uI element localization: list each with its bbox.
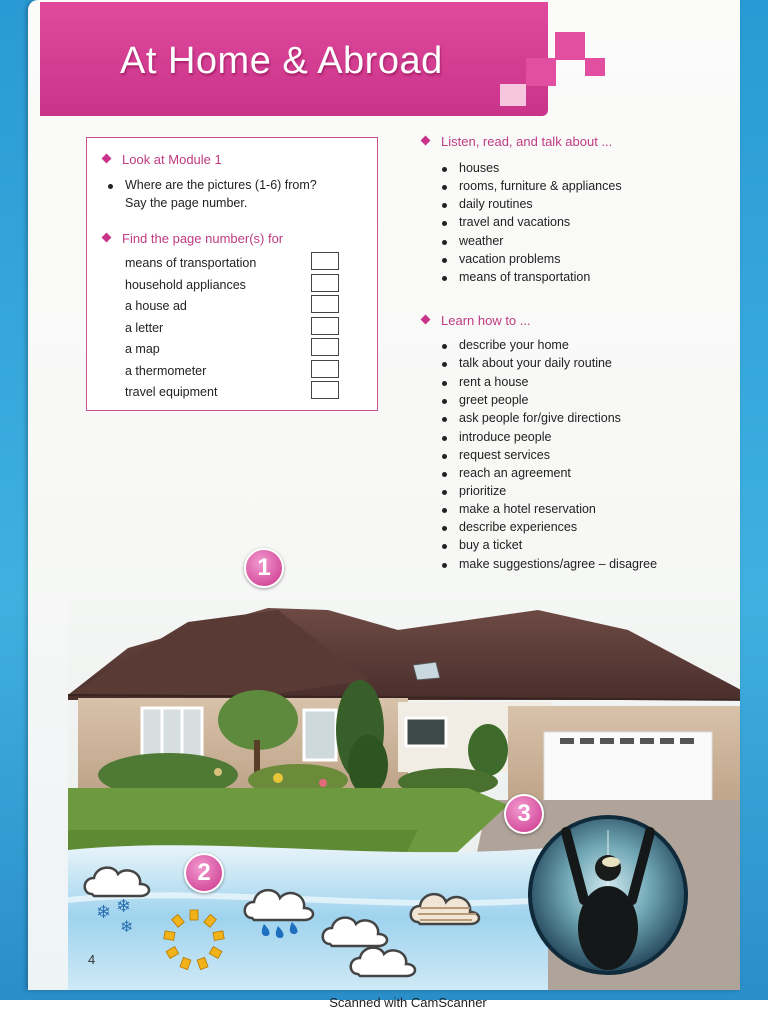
foggy-cloud-icon	[406, 880, 488, 940]
find-item: a map	[125, 342, 160, 356]
learn-item: request services	[459, 448, 551, 462]
decor-square	[585, 58, 605, 76]
svg-text:❄: ❄	[120, 917, 134, 936]
question-line: Where are the pictures (1-6) from?	[125, 178, 317, 192]
find-item: a house ad	[125, 299, 187, 313]
svg-text:❄: ❄	[96, 902, 112, 923]
learn-item: talk about your daily routine	[459, 356, 612, 370]
decor-square	[555, 32, 585, 60]
page-title: At Home & Abroad	[120, 40, 443, 82]
page-number-box[interactable]	[311, 381, 339, 399]
page-number-box[interactable]	[311, 274, 339, 292]
find-item: household appliances	[125, 278, 246, 292]
look-at-heading: Look at Module 1	[103, 152, 222, 167]
learn-heading: Learn how to ...	[422, 313, 531, 328]
diamond-icon	[421, 136, 431, 146]
diamond-icon	[102, 154, 112, 164]
title-banner	[40, 2, 548, 116]
diamond-icon	[421, 315, 431, 325]
decor-square	[500, 84, 526, 106]
scanner-watermark: Scanned with CamScanner	[329, 995, 487, 1010]
listen-heading: Listen, read, and talk about ...	[422, 134, 612, 149]
textbook-page	[28, 0, 740, 990]
page-number-box[interactable]	[311, 338, 339, 356]
page-number-box[interactable]	[311, 252, 339, 270]
learn-item: ask people for/give directions	[459, 411, 621, 425]
learn-item: greet people	[459, 393, 529, 407]
listen-item: travel and vacations	[459, 215, 571, 229]
page-number: 4	[88, 952, 96, 967]
question-line: Say the page number.	[125, 196, 248, 210]
listen-item: daily routines	[459, 197, 533, 211]
rain-cloud-icon	[238, 878, 324, 942]
find-heading: Find the page number(s) for	[103, 231, 283, 246]
page-number-box[interactable]	[311, 317, 339, 335]
learn-item: describe experiences	[459, 520, 578, 534]
learn-item: make suggestions/agree – disagree	[459, 557, 658, 571]
learn-item: make a hotel reservation	[459, 502, 596, 516]
find-item: a thermometer	[125, 364, 207, 378]
activity-box	[86, 137, 378, 411]
page-number-box[interactable]	[311, 295, 339, 313]
picture-badge-2: 2	[184, 853, 224, 893]
find-item: travel equipment	[125, 385, 218, 399]
listen-item: houses	[459, 161, 500, 175]
snow-cloud-icon	[78, 856, 158, 936]
picture-badge-3: 3	[504, 794, 544, 834]
learn-item: describe your home	[459, 338, 569, 352]
learn-item: buy a ticket	[459, 538, 523, 552]
learn-item: rent a house	[459, 375, 529, 389]
picture-badge-1: 1	[244, 548, 284, 588]
learn-item: prioritize	[459, 484, 507, 498]
find-item: a letter	[125, 321, 164, 335]
sun-icon	[156, 908, 232, 972]
svg-text:❄: ❄	[116, 896, 132, 917]
decor-square	[526, 58, 556, 86]
learn-item: reach an agreement	[459, 466, 571, 480]
learn-item: introduce people	[459, 430, 552, 444]
page-number-box[interactable]	[311, 360, 339, 378]
listen-item: vacation problems	[459, 252, 561, 266]
listen-item: rooms, furniture & appliances	[459, 179, 622, 193]
listen-item: means of transportation	[459, 270, 591, 284]
listen-item: weather	[459, 234, 504, 248]
find-item: means of transportation	[125, 256, 257, 270]
diamond-icon	[102, 233, 112, 243]
